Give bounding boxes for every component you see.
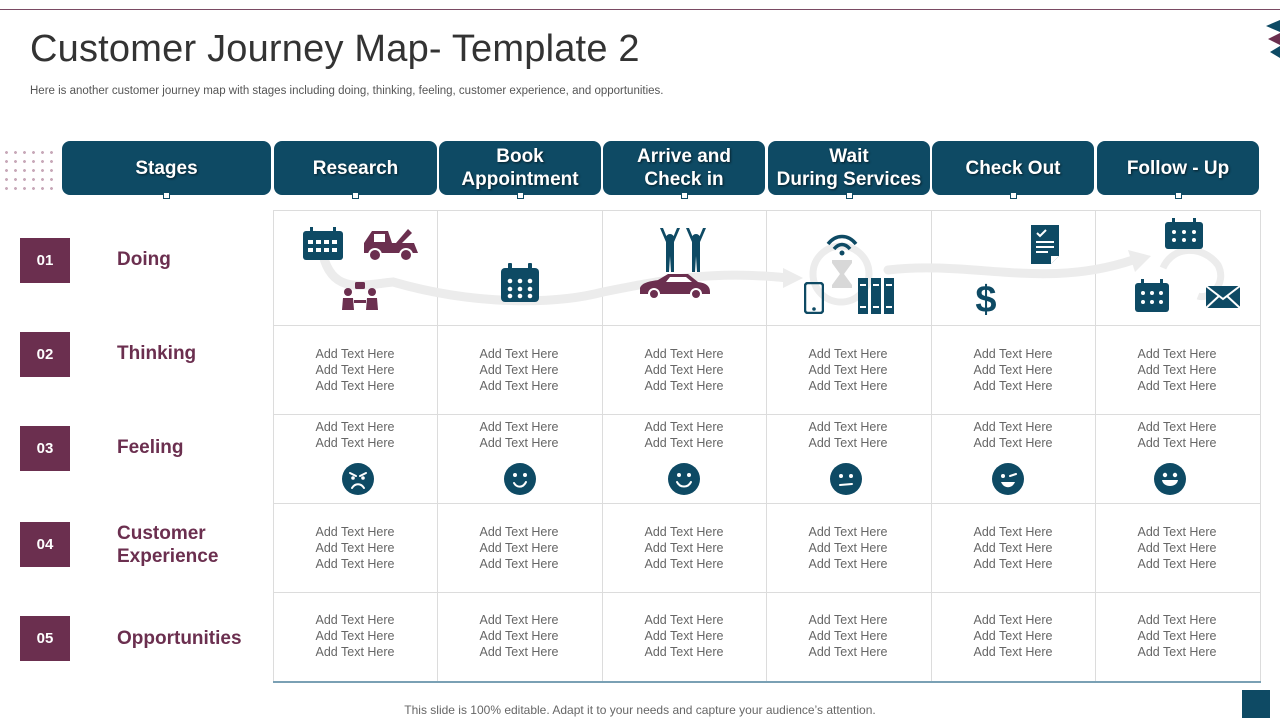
row-number-badge: 01: [20, 238, 70, 283]
calendar-icon: [302, 227, 344, 261]
grin-face-icon: [1154, 463, 1186, 495]
header-connector: [352, 192, 359, 199]
mobile-phone-icon: [804, 282, 824, 314]
cell-text: Add Text Here: [479, 613, 559, 627]
cell-text: Add Text Here: [1137, 379, 1217, 393]
stage-label: Research: [312, 157, 399, 179]
cell-text: Add Text Here: [644, 363, 724, 377]
cell-text: Add Text Here: [479, 347, 559, 361]
thinking-cell-book-appointment: [437, 346, 601, 394]
feeling-cell-research: [273, 419, 437, 451]
experience-cell-book-appointment: [437, 524, 601, 572]
cell-text: Add Text Here: [973, 525, 1053, 539]
cell-text: Add Text Here: [973, 613, 1053, 627]
cell-text: Add Text Here: [1137, 541, 1217, 555]
cell-text: Add Text Here: [973, 436, 1053, 450]
row-name: Opportunities: [117, 628, 242, 649]
stage-header-research: [274, 141, 437, 195]
row-number-badge: 02: [20, 332, 70, 377]
row-number-badge: 05: [20, 616, 70, 661]
header-connector: [1010, 192, 1017, 199]
cell-text: Add Text Here: [808, 541, 888, 555]
cell-text: Add Text Here: [315, 525, 395, 539]
header-connector: [846, 192, 853, 199]
cell-text: Add Text Here: [315, 379, 395, 393]
cell-text: Add Text Here: [808, 557, 888, 571]
experience-cell-arrive: [602, 524, 766, 572]
feeling-cell-follow-up: [1095, 419, 1259, 451]
row-name: Feeling: [117, 437, 184, 458]
feeling-cell-book-appointment: [437, 419, 601, 451]
cell-text: Add Text Here: [973, 541, 1053, 555]
cell-text: Add Text Here: [315, 557, 395, 571]
row-name: Customer Experience: [117, 523, 219, 567]
cell-text: Add Text Here: [1137, 645, 1217, 659]
cell-text: Add Text Here: [808, 363, 888, 377]
cell-text: Add Text Here: [973, 645, 1053, 659]
tow-truck-icon: [362, 225, 420, 263]
cell-text: Add Text Here: [644, 645, 724, 659]
opportunities-cell-research: [273, 612, 437, 660]
cell-text: Add Text Here: [315, 363, 395, 377]
cell-text: Add Text Here: [315, 613, 395, 627]
dot-pattern-decoration: [2, 148, 58, 194]
cell-text: Add Text Here: [808, 347, 888, 361]
stage-header-wait-during-services: [768, 141, 930, 195]
cell-text: Add Text Here: [315, 645, 395, 659]
opportunities-cell-check-out: [931, 612, 1095, 660]
wifi-hourglass-icon: [822, 230, 862, 292]
cell-text: Add Text Here: [808, 629, 888, 643]
cell-text: Add Text Here: [808, 613, 888, 627]
thinking-cell-check-out: [931, 346, 1095, 394]
cell-text: Add Text Here: [644, 525, 724, 539]
grid-line: [273, 414, 1261, 415]
stage-header-book-appointment: [439, 141, 601, 195]
stage-header-arrive-check-in: [603, 141, 765, 195]
cell-text: Add Text Here: [1137, 420, 1217, 434]
opportunities-cell-wait: [766, 612, 930, 660]
cell-text: Add Text Here: [315, 541, 395, 555]
stage-label: Arrive and Check in: [637, 146, 731, 190]
cell-text: Add Text Here: [1137, 347, 1217, 361]
cell-text: Add Text Here: [479, 645, 559, 659]
experience-cell-follow-up: [1095, 524, 1259, 572]
stages-header-label: Stages: [135, 157, 198, 179]
stage-label: Wait During Services: [776, 146, 922, 190]
books-icon: [857, 278, 895, 314]
corner-square-decoration: [1242, 690, 1270, 718]
cell-text: Add Text Here: [1137, 557, 1217, 571]
grid-line: [273, 503, 1261, 504]
row-number-badge: 04: [20, 522, 70, 567]
grid-bottom-border: [273, 681, 1261, 683]
feeling-cell-wait: [766, 419, 930, 451]
cell-text: Add Text Here: [479, 363, 559, 377]
cell-text: Add Text Here: [479, 420, 559, 434]
cell-text: Add Text Here: [479, 557, 559, 571]
cell-text: Add Text Here: [644, 629, 724, 643]
top-divider: [0, 9, 1280, 10]
neutral-face-icon: [830, 463, 862, 495]
page-subtitle: Here is another customer journey map with stages including doing, thinking, feeling, customer experience, and opportunities.: [30, 85, 664, 97]
page-title: Customer Journey Map- Template 2: [30, 28, 640, 70]
meeting-people-icon: [340, 282, 380, 310]
experience-cell-check-out: [931, 524, 1095, 572]
opportunities-cell-book-appointment: [437, 612, 601, 660]
experience-cell-wait: [766, 524, 930, 572]
thinking-cell-research: [273, 346, 437, 394]
cell-text: Add Text Here: [973, 629, 1053, 643]
stages-header: [62, 141, 271, 195]
opportunities-cell-arrive: [602, 612, 766, 660]
cell-text: Add Text Here: [644, 436, 724, 450]
stage-header-check-out: [932, 141, 1094, 195]
stage-label: Follow - Up: [1126, 157, 1230, 179]
cell-text: Add Text Here: [315, 347, 395, 361]
cell-text: Add Text Here: [644, 613, 724, 627]
cell-text: Add Text Here: [1137, 363, 1217, 377]
corner-chevron-decoration: [1266, 20, 1280, 58]
cell-text: Add Text Here: [479, 379, 559, 393]
row-number-badge: 03: [20, 426, 70, 471]
row-name: Doing: [117, 249, 171, 270]
cell-text: Add Text Here: [1137, 525, 1217, 539]
cell-text: Add Text Here: [644, 420, 724, 434]
cell-text: Add Text Here: [1137, 436, 1217, 450]
cell-text: Add Text Here: [479, 525, 559, 539]
cell-text: Add Text Here: [644, 557, 724, 571]
cell-text: Add Text Here: [808, 379, 888, 393]
svg-text:$: $: [975, 279, 997, 318]
smile-face-icon: [668, 463, 700, 495]
cell-text: Add Text Here: [479, 436, 559, 450]
cell-text: Add Text Here: [315, 420, 395, 434]
cell-text: Add Text Here: [479, 541, 559, 555]
stage-label: Check Out: [965, 157, 1061, 179]
invoice-document-icon: [1030, 224, 1060, 264]
cell-text: Add Text Here: [644, 541, 724, 555]
thinking-cell-wait: [766, 346, 930, 394]
opportunities-cell-follow-up: [1095, 612, 1259, 660]
cell-text: Add Text Here: [973, 420, 1053, 434]
wink-face-icon: [992, 463, 1024, 495]
angry-face-icon: [342, 463, 374, 495]
cell-text: Add Text Here: [973, 347, 1053, 361]
envelope-icon: [1205, 285, 1241, 309]
cell-text: Add Text Here: [973, 557, 1053, 571]
header-connector: [163, 192, 170, 199]
dollar-sign-icon: [972, 278, 1000, 318]
calendar-icon: [500, 263, 540, 303]
cell-text: Add Text Here: [808, 525, 888, 539]
cell-text: Add Text Here: [644, 347, 724, 361]
feeling-cell-check-out: [931, 419, 1095, 451]
stage-label: Book Appointment: [461, 146, 579, 190]
grid-line: [273, 592, 1261, 593]
cell-text: Add Text Here: [315, 436, 395, 450]
header-connector: [681, 192, 688, 199]
car-icon: [638, 272, 712, 300]
journey-flow-arrow: [273, 210, 1261, 325]
cell-text: Add Text Here: [973, 363, 1053, 377]
cell-text: Add Text Here: [808, 436, 888, 450]
row-name: Thinking: [117, 343, 197, 364]
grid-line: [273, 325, 1261, 326]
experience-cell-research: [273, 524, 437, 572]
cell-text: Add Text Here: [973, 379, 1053, 393]
cheering-people-icon: [656, 228, 710, 272]
cell-text: Add Text Here: [315, 629, 395, 643]
calendar-icon: [1164, 218, 1204, 250]
thinking-cell-arrive: [602, 346, 766, 394]
cell-text: Add Text Here: [1137, 629, 1217, 643]
header-connector: [1175, 192, 1182, 199]
footer-note: This slide is 100% editable. Adapt it to your needs and capture your audience’s attention.: [404, 703, 876, 717]
cell-text: Add Text Here: [808, 645, 888, 659]
cell-text: Add Text Here: [479, 629, 559, 643]
calendar-icon: [1134, 279, 1170, 313]
header-connector: [517, 192, 524, 199]
thinking-cell-follow-up: [1095, 346, 1259, 394]
stage-header-follow-up: [1097, 141, 1259, 195]
cell-text: Add Text Here: [808, 420, 888, 434]
cell-text: Add Text Here: [1137, 613, 1217, 627]
slight-smile-face-icon: [504, 463, 536, 495]
cell-text: Add Text Here: [644, 379, 724, 393]
feeling-cell-arrive: [602, 419, 766, 451]
